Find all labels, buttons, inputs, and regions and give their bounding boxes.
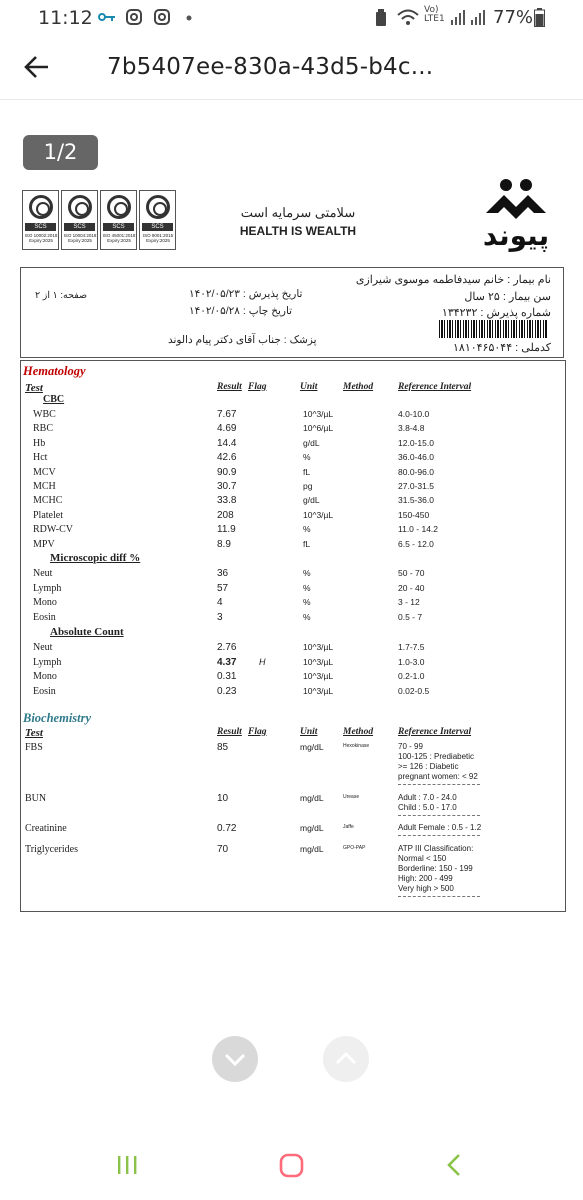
certificate-logo: SCS ISO 10002:2018 Expiry:2025: [22, 190, 59, 250]
chevron-up-icon: [323, 1036, 369, 1082]
test-result: 57: [217, 582, 229, 594]
test-unit: %: [303, 597, 311, 607]
reference-interval: 11.0 - 14.2: [398, 524, 439, 535]
column-header-test: Test: [25, 727, 43, 739]
previous-page-button[interactable]: [323, 1036, 369, 1082]
patient-name: نام بیمار : خانم سیدفاطمه موسوی شیرازی: [355, 274, 551, 286]
signal-icon: [470, 9, 486, 26]
test-unit: 10^3/µL: [303, 671, 334, 681]
national-id: کدملی : ۱۸۱۰۴۶۵۰۴۴: [453, 342, 551, 354]
home-icon[interactable]: [279, 1153, 304, 1178]
reference-interval: Normal < 150: [398, 854, 447, 863]
test-name: FBS: [25, 742, 43, 753]
reference-interval: 0.02-0.5: [398, 685, 430, 696]
test-result: 208: [217, 509, 234, 521]
test-name: Neut: [33, 642, 53, 653]
test-unit: 10^3/µL: [303, 685, 334, 696]
column-header-reference: Reference Interval: [398, 382, 472, 392]
test-name: Mono: [33, 597, 57, 608]
reference-interval: 1.0-3.0: [398, 656, 425, 667]
test-unit: g/dL: [303, 495, 320, 506]
divider: [398, 835, 480, 836]
reference-interval: 6.5 - 12.0: [398, 538, 434, 549]
reference-interval: 4.0-10.0: [398, 409, 430, 419]
test-name: MCV: [33, 466, 56, 478]
patient-age: سن بیمار : ۲۵ سال: [464, 291, 551, 303]
test-result: 36: [217, 568, 229, 579]
reference-interval: Borderline: 150 - 199: [398, 864, 473, 873]
reference-interval: Child : 5.0 - 17.0: [398, 803, 457, 812]
reference-interval: 3.8-4.8: [398, 423, 425, 434]
reference-interval: 3 - 12: [398, 597, 420, 607]
test-unit: 10^3/µL: [303, 509, 334, 520]
column-header-unit: Unit: [300, 382, 318, 392]
test-result: 0.23: [217, 685, 237, 697]
reference-interval: 70 - 99: [398, 742, 423, 751]
test-result: 11.9: [217, 524, 236, 536]
test-name: Triglycerides: [25, 844, 78, 855]
certificate-logo: SCS ISO 9001:2015 Expiry:2025: [139, 190, 176, 250]
chevron-down-icon: [212, 1036, 258, 1082]
test-name: RBC: [33, 423, 54, 435]
test-name: Platelet: [33, 509, 63, 521]
test-unit: fL: [303, 538, 311, 549]
column-header-method: Method: [343, 727, 374, 737]
test-unit: mg/dL: [300, 742, 324, 752]
test-name: Creatinine: [25, 823, 67, 834]
column-header-flag: Flag: [248, 727, 267, 737]
reference-interval: 20 - 40: [398, 582, 425, 593]
test-name: Neut: [33, 568, 53, 579]
test-name: Eosin: [33, 685, 56, 697]
test-name: Lymph: [33, 582, 62, 594]
test-result: 0.72: [217, 823, 237, 834]
test-unit: 10^3/µL: [303, 409, 334, 419]
test-result: 2.76: [217, 642, 237, 653]
test-unit: pg: [303, 481, 313, 491]
page-indicator: 1/2: [23, 135, 98, 170]
status-time: 11:12: [38, 7, 93, 29]
test-name: Hb: [33, 437, 46, 449]
divider: [398, 896, 480, 897]
wifi-icon: [396, 8, 420, 26]
biochemistry-title: Biochemistry: [23, 711, 92, 725]
test-name: Lymph: [33, 656, 62, 668]
test-name: MPV: [33, 538, 55, 550]
referring-doctor: پزشک : جناب آقای دکتر پیام دالوند: [168, 334, 317, 346]
test-unit: %: [303, 452, 311, 463]
test-result: 7.67: [217, 409, 237, 420]
reference-interval: ATP III Classification:: [398, 844, 474, 853]
test-unit: %: [303, 611, 311, 622]
battery-saver-icon: [374, 9, 388, 27]
volte-label: Vo) LTE1: [424, 5, 445, 24]
test-name: WBC: [33, 409, 56, 420]
test-result: 14.4: [217, 437, 237, 449]
test-name: RDW-CV: [33, 524, 73, 536]
instagram-icon: [154, 9, 170, 25]
test-method: Urease: [343, 794, 360, 800]
reference-interval: 80.0-96.0: [398, 466, 434, 477]
test-unit: 10^3/µL: [303, 656, 334, 667]
reference-interval: 0.5 - 7: [398, 611, 423, 622]
test-result: 4: [217, 597, 223, 608]
system-navigation-bar: [0, 1140, 583, 1200]
reference-interval: 50 - 70: [398, 568, 425, 578]
reference-interval: 12.0-15.0: [398, 437, 434, 448]
reference-interval: >= 126 : Diabetic: [398, 762, 459, 771]
barcode: [439, 320, 547, 338]
test-unit: fL: [303, 466, 311, 477]
recent-apps-icon[interactable]: [116, 1154, 140, 1176]
test-name: MCHC: [33, 495, 63, 507]
divider: [398, 784, 480, 785]
test-unit: %: [303, 568, 311, 578]
test-name: BUN: [25, 793, 47, 804]
group-title: CBC: [43, 394, 65, 405]
back-icon[interactable]: [446, 1153, 462, 1177]
battery-percent: 77%: [493, 7, 534, 28]
test-unit: 10^3/µL: [303, 642, 334, 652]
reference-interval: 0.2-1.0: [398, 671, 425, 681]
certificate-logo: SCS ISO 45001:2018 Expiry:2025: [100, 190, 137, 250]
column-header-method: Method: [343, 382, 374, 392]
test-name: Eosin: [33, 611, 56, 623]
divider: [398, 815, 480, 816]
back-arrow-icon[interactable]: [22, 52, 52, 82]
reference-interval: 1.7-7.5: [398, 642, 425, 652]
reference-interval: 36.0-46.0: [398, 452, 434, 463]
test-name: Hct: [33, 452, 48, 464]
test-unit: mg/dL: [300, 844, 324, 854]
test-unit: 10^6/µL: [303, 423, 334, 434]
test-unit: mg/dL: [300, 823, 324, 833]
test-result: 70: [217, 844, 229, 855]
test-result: 42.6: [217, 452, 237, 464]
laboratory-brand-logo: [476, 173, 556, 255]
reference-interval: Very high > 500: [398, 884, 454, 893]
admission-date: تاریخ پذیرش : ۱۴۰۲/۰۵/۲۳: [189, 288, 303, 300]
column-header-reference: Reference Interval: [398, 727, 472, 737]
battery-icon: [534, 8, 545, 27]
reference-interval: 150-450: [398, 509, 430, 520]
slogan: سلامتی سرمایه است HEALTH IS WEALTH: [239, 205, 357, 238]
instagram-icon: [126, 9, 142, 25]
reference-interval: Adult Female : 0.5 - 1.2: [398, 823, 482, 832]
column-header-test: Test: [25, 382, 43, 394]
patient-info-box: [20, 267, 564, 358]
print-date: تاریخ چاپ : ۱۴۰۲/۰۵/۲۸: [189, 305, 293, 317]
document-title: 7b5407ee-830a-43d5-b4c...: [107, 54, 434, 80]
group-title: Absolute Count: [50, 626, 124, 638]
test-method: Jaffe: [343, 824, 354, 830]
test-result: 30.7: [217, 481, 237, 492]
column-header-flag: Flag: [248, 382, 267, 392]
test-unit: %: [303, 582, 311, 593]
status-bar: [0, 0, 583, 36]
reference-interval: 27.0-31.5: [398, 481, 434, 491]
column-header-result: Result: [217, 382, 242, 392]
reference-interval: 31.5-36.0: [398, 495, 434, 506]
certificate-logo: SCS ISO 10004:2018 Expiry:2025: [61, 190, 98, 250]
test-flag: H: [259, 656, 266, 667]
test-method: Hexokinase: [343, 743, 370, 749]
admission-number: شماره پذیرش : ۱۳۴۲۳۲: [441, 307, 551, 319]
group-title: Microscopic diff %: [50, 552, 141, 564]
results-section: [20, 360, 566, 912]
certification-logos: [22, 190, 177, 252]
reference-interval: 100-125 : Prediabetic: [398, 752, 475, 761]
page-number: صفحه: ۱ از ۲: [35, 290, 88, 301]
test-result: 3: [217, 611, 223, 623]
test-name: Mono: [33, 671, 57, 682]
test-name: MCH: [33, 481, 56, 492]
test-unit: g/dL: [303, 437, 320, 448]
test-result: 90.9: [217, 466, 237, 478]
svg-text:پیوند: پیوند: [482, 219, 550, 252]
reference-interval: High: 200 - 499: [398, 874, 453, 883]
test-result: 0.31: [217, 671, 237, 682]
test-result: 33.8: [217, 495, 237, 507]
test-result: 85: [217, 742, 229, 753]
reference-interval: Adult : 7.0 - 24.0: [398, 793, 457, 802]
notification-dot-icon: [186, 15, 192, 21]
test-result: 10: [217, 793, 229, 804]
column-header-result: Result: [217, 727, 242, 737]
next-page-button[interactable]: [212, 1036, 258, 1082]
column-header-unit: Unit: [300, 727, 318, 737]
test-result: 8.9: [217, 538, 231, 550]
test-result: 4.69: [217, 423, 237, 435]
key-icon: [98, 12, 116, 22]
test-unit: mg/dL: [300, 793, 324, 803]
test-unit: %: [303, 524, 311, 535]
test-method: GPO-PAP: [343, 845, 366, 851]
hematology-title: Hematology: [23, 364, 86, 378]
app-bar: [0, 40, 583, 100]
signal-icon: [450, 9, 466, 26]
reference-interval: pregnant women: < 92: [398, 772, 478, 781]
test-result: 4.37: [217, 656, 237, 668]
